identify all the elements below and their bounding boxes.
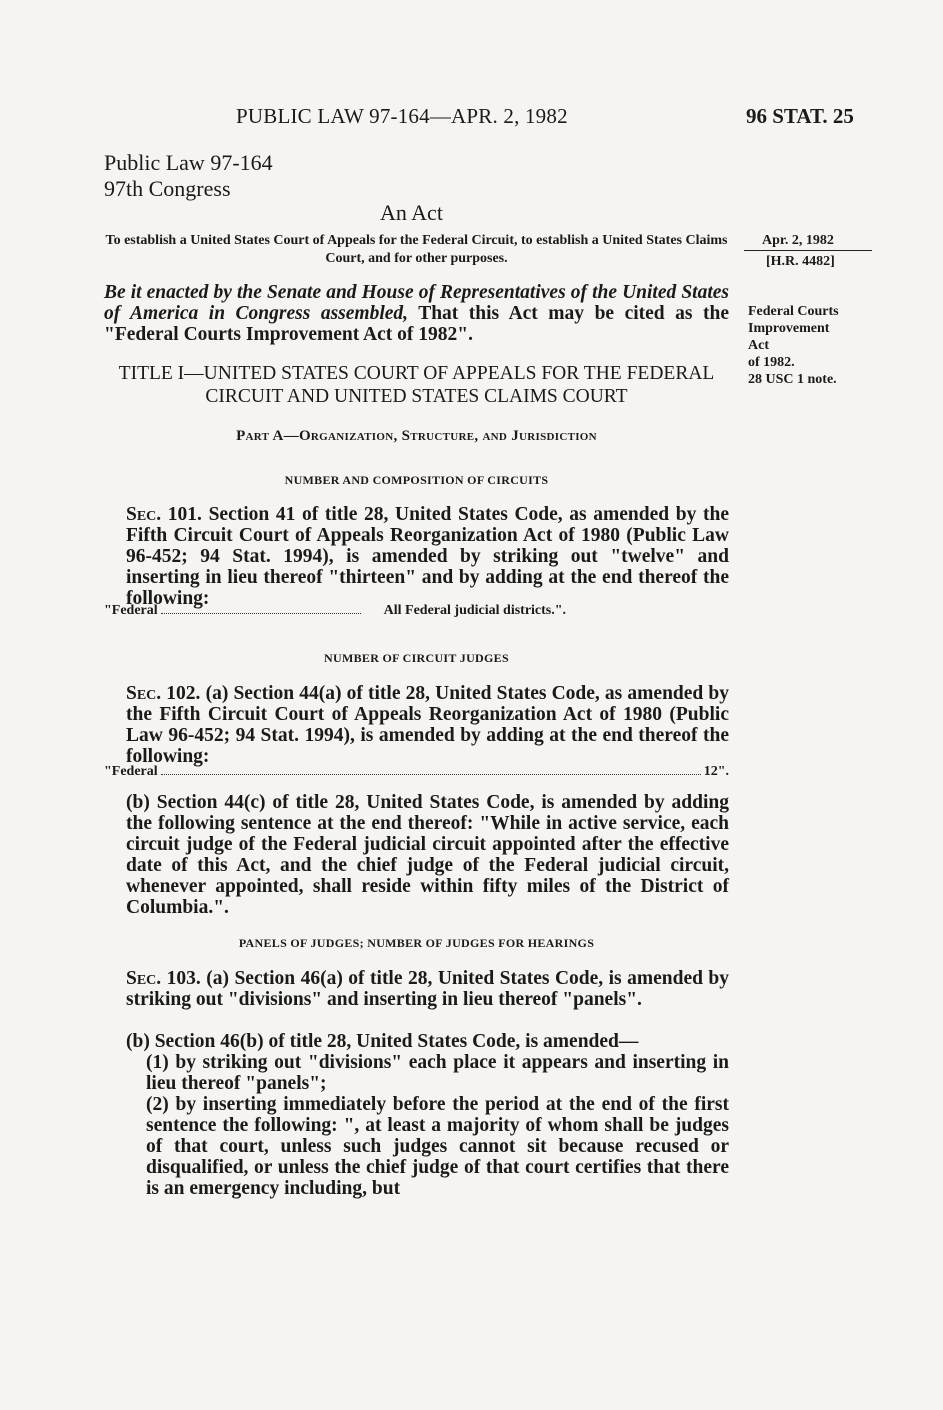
margin-short-title-line: Act [748,338,769,353]
section-103-item-1: (1) by striking out "divisions" each place it appears and inserting in lieu thereof "panels"; [146,1052,729,1094]
section-102-text [104,683,729,767]
section-heading: PANELS OF JUDGES; NUMBER OF JUDGES FOR HEARINGS [238,936,595,950]
margin-date: Apr. 2, 1982 [762,233,834,248]
enacting-rest: That this Act may be cited as the "Federal Courts Improvement Act of 1982". [104,303,729,345]
table-row [104,764,729,780]
table-left: "Federal [104,764,158,779]
enacting-italic: Be it enacted by the Senate and House of Representatives of the United States of America in Congress assembled, [104,282,729,324]
law-identifier [104,150,273,202]
leader-dots [161,773,701,775]
table-right: All Federal judicial districts.". [383,603,567,618]
table-left: "Federal [104,603,158,618]
running-header: PUBLIC LAW 97-164—APR. 2, 1982 [236,104,568,128]
margin-short-title-line: of 1982. [748,355,795,370]
margin-short-title-line: Federal Courts [748,304,839,319]
section-body: (a) Section 44(a) of title 28, United States Code, as amended by the Fifth Circuit Court of Appeals Reorganization Act of 1980 (Public Law 96-452; 94 Stat. 1994), is amended by adding at the end thereof the following: [126,683,729,767]
section-body: (a) Section 46(a) of title 28, United States Code, is amended by striking out "divisions" and inserting in lieu thereof "panels". [126,968,730,1010]
margin-bill: [H.R. 4482] [766,254,835,269]
section-label: Sec. 101. [126,504,202,525]
section-label: Sec. 102. [126,683,201,704]
section-heading: NUMBER AND COMPOSITION OF CIRCUITS [284,473,549,487]
act-label: An Act [380,200,443,225]
section-heading: NUMBER OF CIRCUIT JUDGES [324,651,509,665]
section-102-para-b: (b) Section 44(c) of title 28, United States Code, is amended by adding the following sentence at the end thereof: "While in active service, each circuit judge of the Federal judicial circuit appointed after the effective date of this Act, and the chief judge of the Federal judicial circuit, whenever appointed, shall reside within fifty miles of the District of Columbia.". [126,792,729,918]
section-body: Section 41 of title 28, United States Code, as amended by the Fifth Circuit Court of Appeals Reorganization Act of 1980 (Public Law 96-452; 94 Stat. 1994), is amended by striking out "twelve" and inserting in lieu thereof "thirteen" and by adding at the end thereof the following: [126,504,729,609]
section-103-text [104,968,729,1010]
congress-number: 97th Congress [104,176,231,201]
leader-dots [161,612,361,614]
margin-divider [744,250,872,251]
section-103-para-b: (b) Section 46(b) of title 28, United States Code, is amended— [126,1031,639,1052]
law-number: Public Law 97-164 [104,150,273,175]
part-heading: Part A—Organization, Structure, and Jurisdiction [236,428,597,444]
section-101-text [104,504,729,609]
act-purpose: To establish a United States Court of Appeals for the Federal Circuit, to establish a United States Claims Court, and for other purposes. [105,233,728,266]
enacting-clause [104,282,729,345]
margin-usc-note: 28 USC 1 note. [748,372,837,387]
table-right: 12". [703,764,729,779]
margin-short-title [748,303,839,371]
section-label: Sec. 103. [126,968,201,989]
title-heading: TITLE I—UNITED STATES COURT OF APPEALS FOR THE FEDERAL CIRCUIT AND UNITED STATES CLAIMS COURT [118,363,715,407]
margin-short-title-line: Improvement [748,321,830,336]
table-row [104,603,664,619]
section-103-item-2: (2) by inserting immediately before the period at the end of the first sentence the following: ", at least a majority of whom shall be judges of that court, unless such judges cannot sit because recused or disqualified, or unless the chief judge of that court certifies that there is an emergency including, but [146,1094,729,1199]
stat-reference: 96 STAT. 25 [746,104,854,128]
